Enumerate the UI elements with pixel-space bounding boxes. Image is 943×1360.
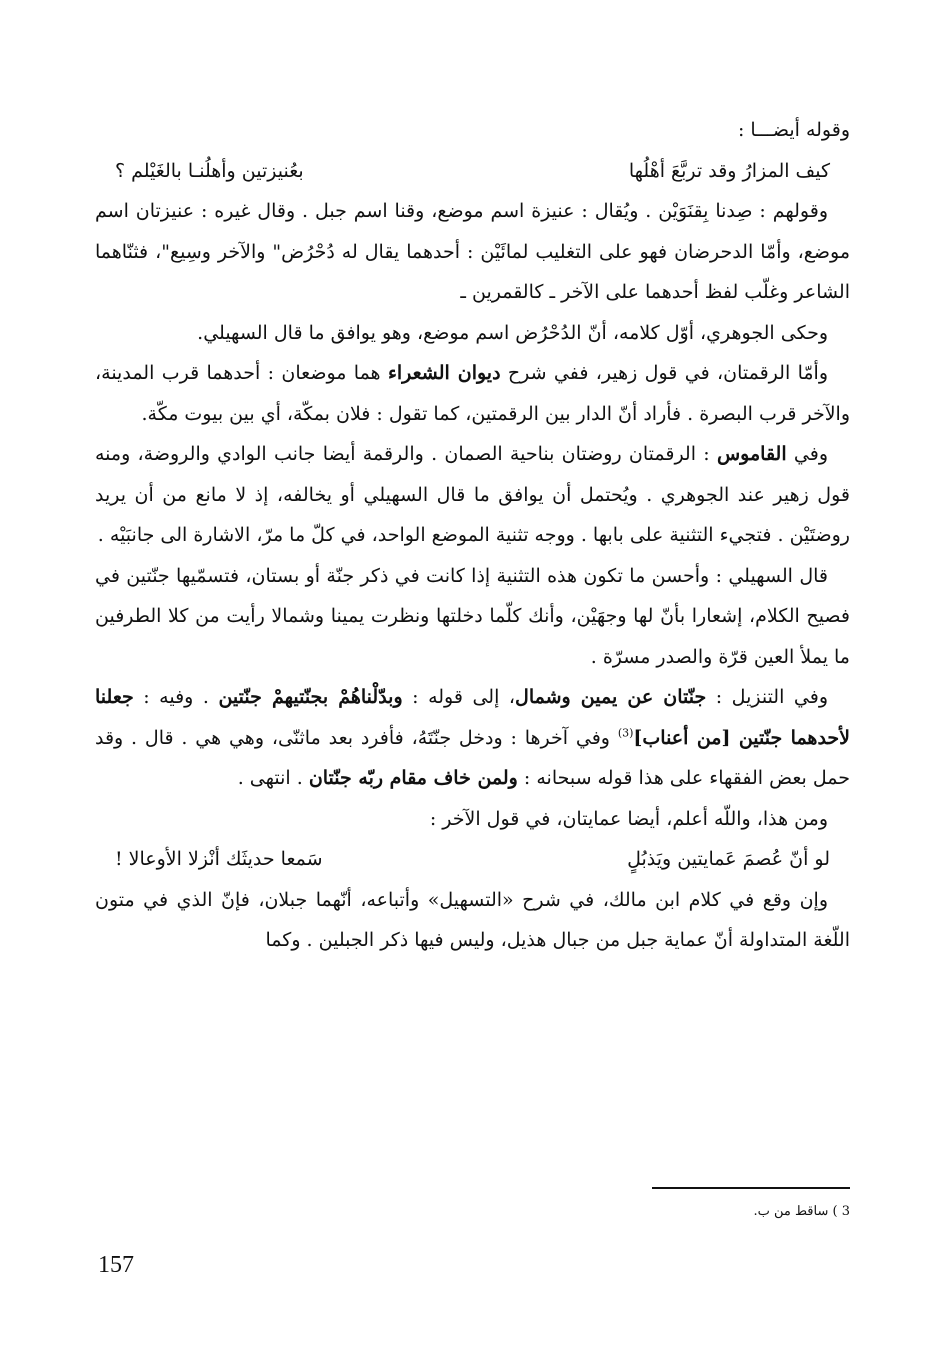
text-run: وفي آخرها : ودخل جنّتَهُ، فأفرد بعد ماثنّى، وهي هي . قال . وقد حمل بعض الفقهاء على هذا قوله سبحانه :	[95, 726, 850, 789]
bold-phrase: ديوان الشعراء	[387, 362, 501, 384]
verse-first-hemistich: لو أنّ عُصمَ عَمايتين ويَذبُلٍ	[627, 848, 830, 870]
page-number: 157	[98, 1252, 134, 1278]
bold-phrase: ولمن خاف مقام ربّه جنّتان	[308, 767, 518, 789]
paragraph: ومن هذا، واللّه أعلم، أيضا عمايتان، في قول الآخر :	[429, 807, 828, 830]
footnote-reference: (3)	[617, 726, 634, 740]
paragraph: وقولهم : صِدنا بِقنَوَيْن . ويُقال : عنيزة اسم موضع، وقنا اسم جبل . وقال غيره : عنيزتان اسم موضع، وأمّا الدحرضان فهو على التغليب لمائَيْن : أحدهما يقال له دُحْرُض" والآخر وسِيع"، فثنّاهما الشاعر وغلّب لفظ أحدهما على الآخر ـ كالقمرين ـ	[95, 200, 850, 303]
page-body	[95, 110, 850, 961]
paragraph: وقوله أيضـــا :	[737, 119, 850, 141]
text-run: هما موضعان : أحدهما قرب المدينة، والآخر قرب البصرة . فأراد أنّ الدار بين الرقمتين، كما تقول : فلان بمكّة، أي بين بيوت مكّة.	[95, 362, 850, 425]
paragraph	[95, 434, 850, 556]
text-run: . انتهى .	[237, 767, 309, 789]
paragraph	[95, 353, 850, 434]
text-run: . وفيه :	[133, 686, 219, 708]
verse-line	[95, 151, 850, 192]
paragraph	[95, 677, 850, 799]
verse-line	[95, 839, 850, 880]
footnote-divider	[652, 1187, 850, 1189]
text-run: ، إلى قوله :	[402, 686, 516, 708]
bold-phrase: وبدّلْناهُمْ بجنّتيهمْ جنّتين	[218, 686, 403, 708]
paragraph: وحكى الجوهري، أوّل كلامه، أنّ الدُحْرُض اسم موضع، وهو يوافق ما قال السهيلي.	[197, 321, 828, 344]
bold-phrase: القاموس	[716, 443, 787, 465]
paragraph: قال السهيلي : وأحسن ما تكون هذه التثنية إذا كانت في ذكر جنّة أو بستان، فتسمّيها جنّتين في فصيح الكلام، إشعارا بأنّ لها وجهَيْن، وأنك كلّما دخلتها ونظرت يمينا وشمالا رأيت من كلا الطرفين ما يملأ العين قرّة والصدر مسرّة .	[95, 564, 850, 668]
text-run: : الرقمتان روضتان بناحية الصمان . والرقمة أيضا جانب الوادي والروضة، ومنه قول زهير عند الجوهري . ويُحتمل أن يوافق ما قال السهيلي أو يخالفه، إذ لا مانع من أن يريد روضتَيْن . فتجيء التثنية على بابها . ووجه تثنية الموضع الواحد، في كلّ ما مرّ، الاشارة الى جانبَيْه .	[95, 443, 850, 546]
bold-phrase: جنّتان عن يمين وشمال	[515, 686, 707, 708]
bold-phrase: جعلنا لأحدهما جنّتين [من أعناب]	[95, 686, 851, 749]
paragraph: وإن وقع في كلام ابن مالك، في شرح «التسهيل» وأتباعه، أنّهما جبلان، فإنّ الذي في متون اللّغة المتداولة أنّ عماية جبل من جبال هذيل، وليس فيها ذكر الجبلين . وكما	[95, 888, 850, 951]
text-run: وفي التنزيل :	[706, 686, 828, 708]
verse-second-hemistich: بعُنيزتين وأهلُنـا بالغَيْلم ؟	[115, 159, 304, 182]
verse-first-hemistich: كيف المزارُ وقد تربَّعَ أهْلُها	[628, 159, 830, 182]
verse-second-hemistich: سَمعا حديثَك أنْزلا الأوعالا !	[115, 848, 323, 870]
text-run: وفي	[786, 443, 828, 465]
text-run: وأمّا الرقمتان، في قول زهير، ففي شرح	[500, 362, 828, 384]
footnote: 3 ) ساقط من ب.	[753, 1204, 850, 1219]
